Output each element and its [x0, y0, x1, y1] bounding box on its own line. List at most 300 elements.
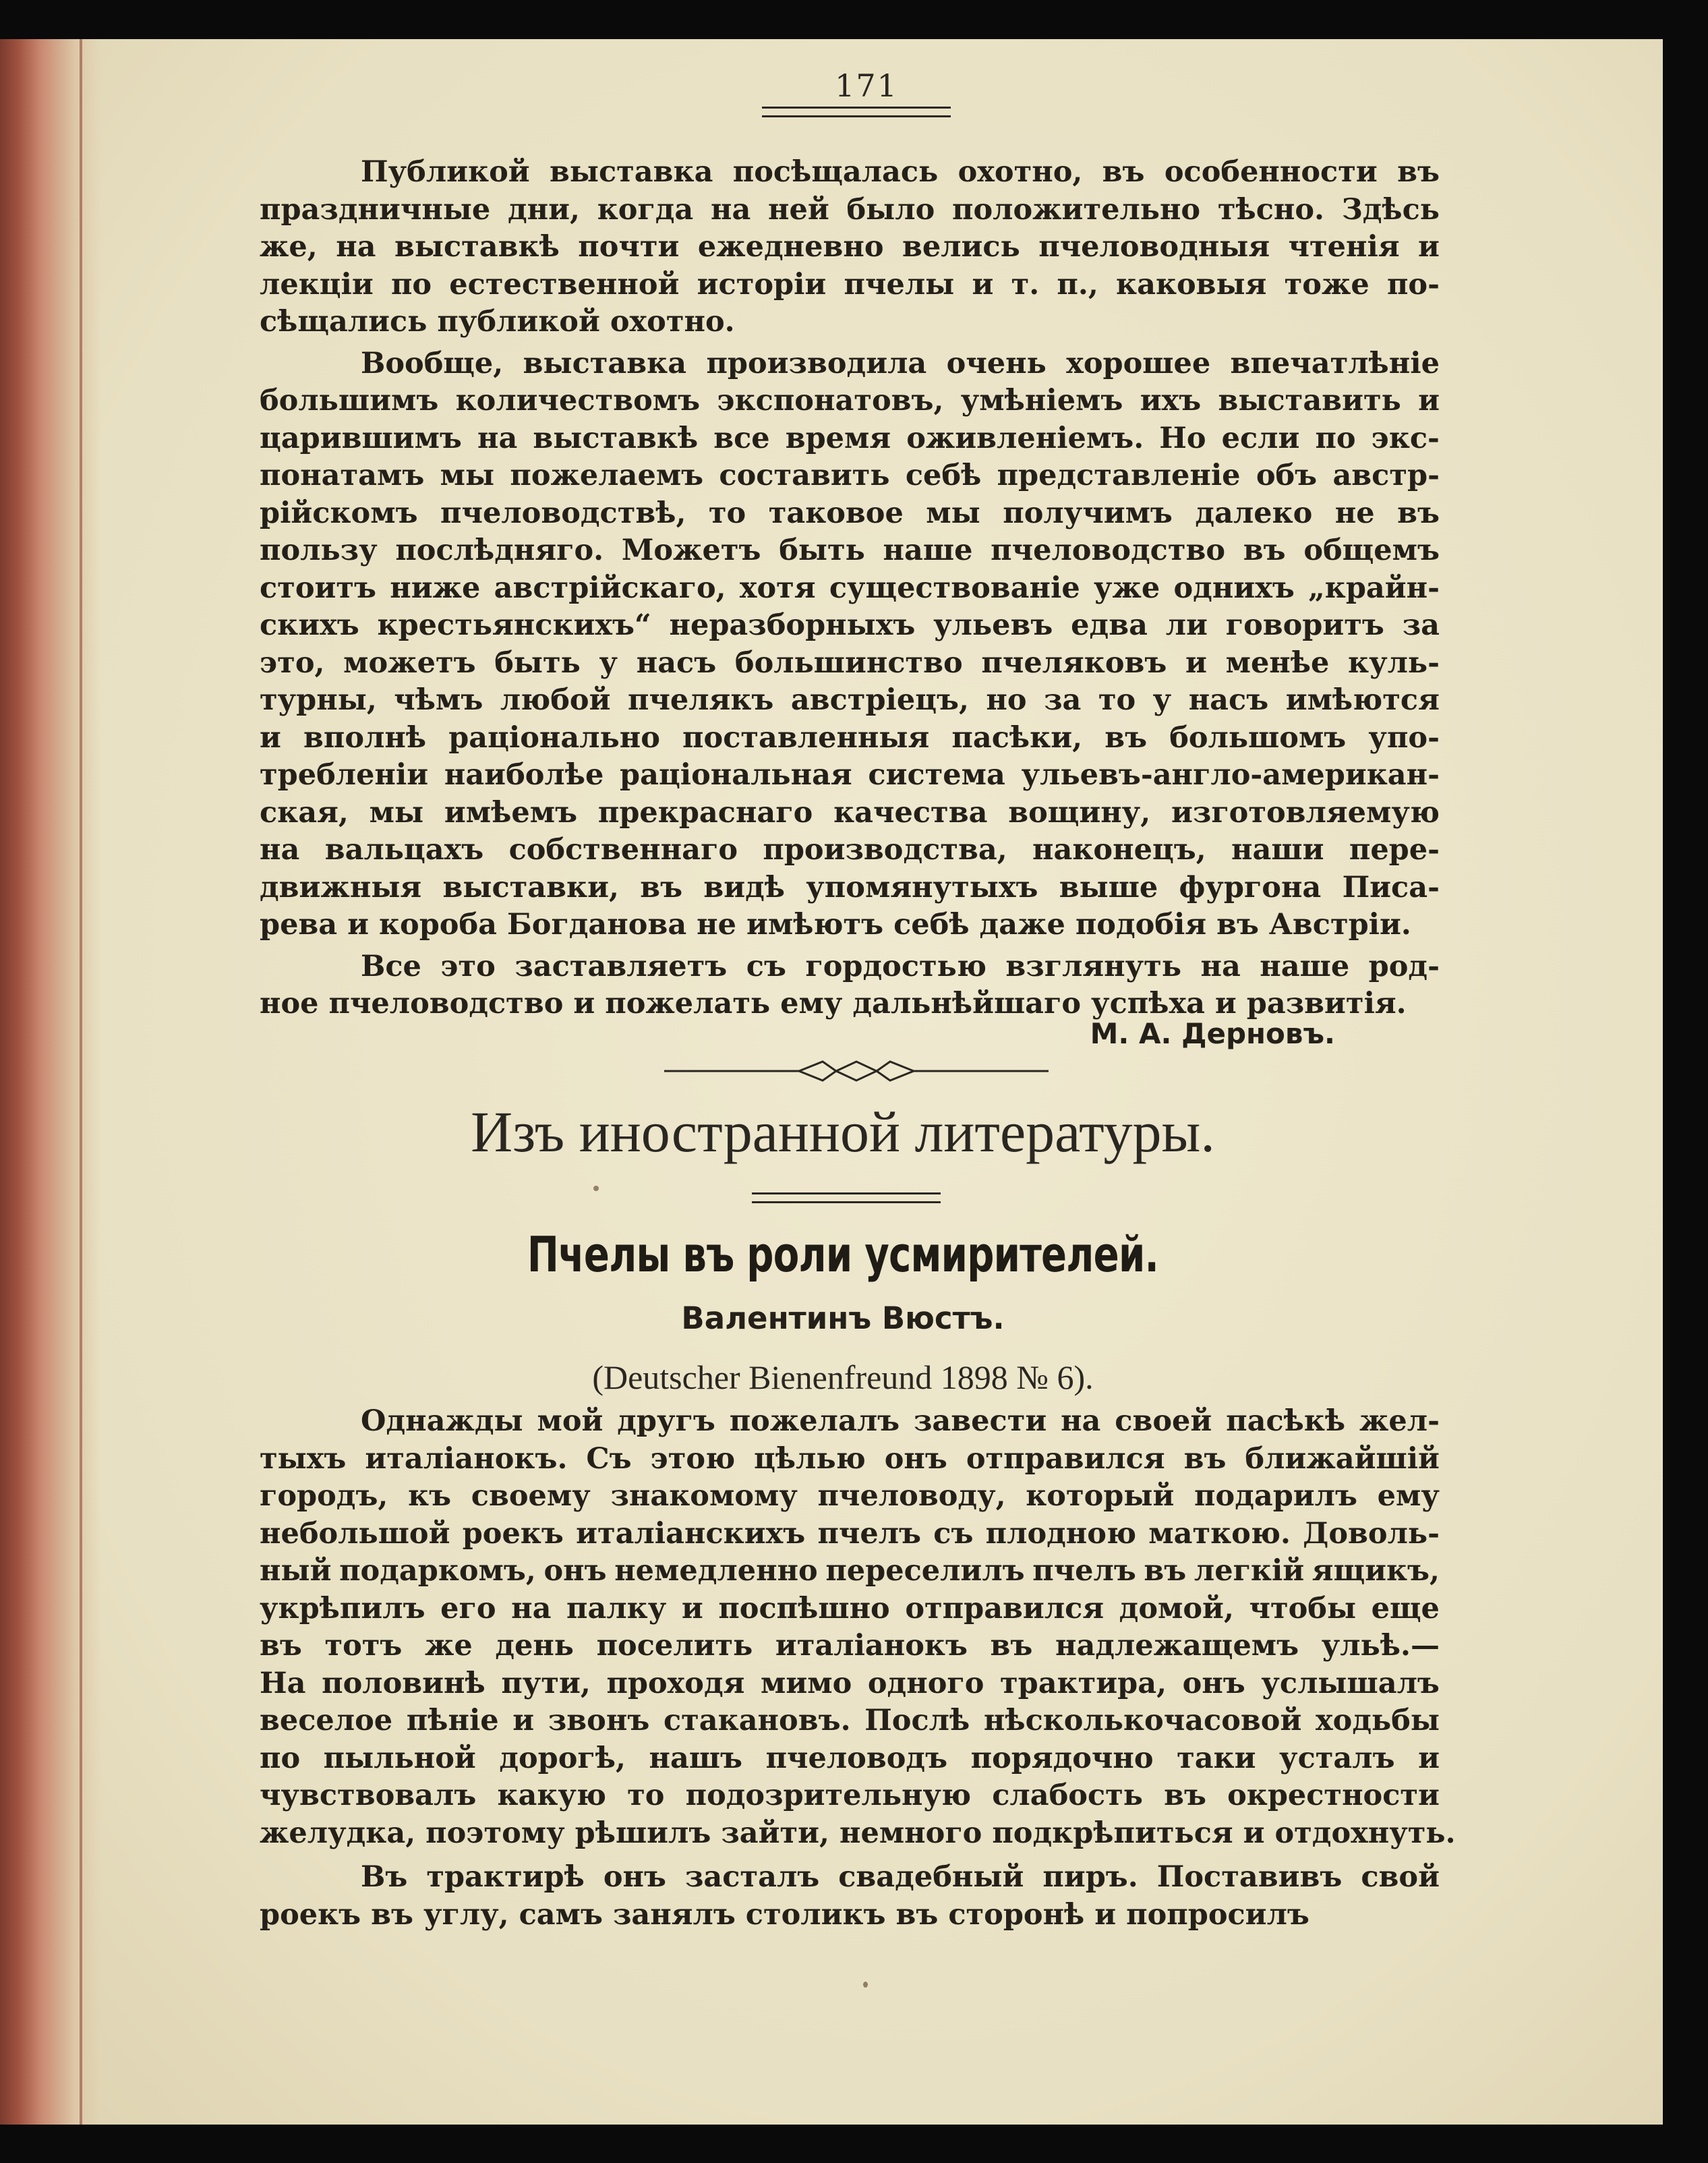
word: наше	[1260, 949, 1350, 983]
word: не	[1334, 496, 1375, 530]
word: и	[1418, 1741, 1440, 1775]
text-line	[260, 1859, 1440, 1897]
word: окрестности	[1227, 1779, 1440, 1812]
word: ульевъ	[933, 608, 1053, 642]
word: то	[627, 1779, 665, 1812]
word: пчеловодствѣ,	[440, 496, 686, 530]
word: упо-	[1368, 720, 1440, 755]
word: Но	[1159, 421, 1206, 455]
word: праздничные	[260, 192, 491, 227]
word: говоритъ	[1225, 608, 1384, 642]
word: пасѣки,	[951, 720, 1083, 755]
word: слабость	[992, 1779, 1143, 1812]
word: имѣются	[1285, 683, 1440, 717]
word: по-	[1386, 267, 1440, 301]
word: за	[1402, 608, 1440, 642]
word: пожелаемъ	[510, 459, 704, 492]
word: городъ,	[260, 1479, 388, 1513]
word: италіанокъ	[775, 1629, 968, 1663]
text-line	[260, 869, 1440, 907]
word: же,	[260, 230, 318, 264]
word: пути,	[501, 1666, 591, 1700]
word: подозрительную	[685, 1779, 972, 1812]
section1-text	[260, 154, 1440, 1023]
word: мы	[369, 795, 424, 830]
word: когда	[597, 192, 694, 227]
word: большомъ	[1169, 720, 1347, 755]
word: требленіи	[260, 758, 429, 792]
paper-speck	[863, 1982, 868, 1988]
word: проходя	[606, 1666, 745, 1700]
word: выставки,	[442, 870, 619, 904]
word: ходьбы	[1316, 1704, 1440, 1737]
word: объ	[1256, 459, 1318, 492]
word: Доволь-	[1303, 1516, 1440, 1551]
word: италіанокъ.	[365, 1441, 568, 1476]
text-line	[260, 382, 1440, 420]
word: движныя	[260, 870, 422, 904]
word: чтенія	[1288, 230, 1400, 264]
word: таковое	[768, 496, 904, 530]
word: упомянутыхъ	[806, 870, 1038, 904]
word: пере-	[1349, 833, 1440, 867]
word: плодною	[985, 1516, 1137, 1551]
text-line	[260, 345, 1440, 383]
word: завести	[913, 1404, 1047, 1438]
word: можетъ	[343, 645, 476, 680]
word: мы	[440, 459, 495, 492]
word: пчеловодныя	[1038, 230, 1270, 264]
word: услышалъ	[1261, 1666, 1440, 1700]
word: и	[1418, 230, 1440, 264]
word: представленіе	[997, 459, 1241, 492]
text-line	[260, 532, 1440, 570]
word: все	[713, 421, 770, 455]
word: Вообще,	[361, 346, 504, 380]
word: себѣ	[905, 459, 982, 492]
article-title: Пчелы въ роли усмирителей.	[527, 1226, 1159, 1283]
word: Съ	[586, 1441, 632, 1476]
word: въ	[1243, 533, 1286, 567]
word: выставка	[549, 155, 713, 189]
word: въ	[1164, 1779, 1206, 1812]
word: понатамъ	[260, 459, 425, 492]
word: Публикой	[361, 155, 530, 189]
word: неразборныхъ	[669, 608, 916, 642]
word: у	[1152, 683, 1172, 717]
word: если	[1221, 421, 1300, 455]
book-page	[0, 39, 1663, 2125]
text-line	[260, 720, 1440, 757]
text-line	[260, 1777, 1440, 1815]
word: ульѣ.—	[1321, 1629, 1440, 1663]
article-source: (Deutscher Bienenfreund 1898 № 6).	[592, 1358, 1094, 1396]
section-title-rule	[752, 1192, 941, 1203]
word: впечатлѣніе	[1230, 346, 1440, 380]
word: Въ	[361, 1860, 408, 1894]
word: послѣдняго.	[395, 533, 604, 567]
text-line	[260, 457, 1440, 495]
word: звонъ	[548, 1704, 650, 1737]
page-number-rule	[762, 107, 951, 117]
word: небольшой	[260, 1516, 450, 1551]
paragraph	[260, 345, 1440, 944]
word: едва	[1071, 608, 1148, 642]
word: чувствовалъ	[260, 1779, 477, 1812]
word: же	[424, 1629, 473, 1663]
word: пчелы	[844, 267, 955, 301]
word: и	[512, 1704, 535, 1737]
word: день	[495, 1629, 574, 1663]
word: на	[511, 1591, 552, 1625]
word: крестьянскихъ“	[377, 608, 651, 642]
word: куль-	[1348, 645, 1440, 680]
word: стакановъ.	[663, 1704, 851, 1737]
word: трактирѣ	[426, 1860, 585, 1894]
word: ская,	[260, 795, 349, 830]
word: выставка	[523, 346, 687, 380]
word: уже	[1093, 571, 1160, 605]
word: изготовляемую	[1171, 795, 1440, 830]
word: получимъ	[1003, 496, 1173, 530]
word: Здѣсь	[1341, 192, 1440, 227]
word: Все	[361, 949, 421, 983]
word: рійскомъ	[260, 496, 418, 530]
word: тѣсно.	[1217, 192, 1324, 227]
word: вполнѣ	[303, 720, 427, 755]
word: съ	[746, 949, 786, 983]
word: таки	[1177, 1741, 1256, 1775]
word: наши	[1231, 833, 1324, 867]
word: ему	[1377, 1479, 1440, 1513]
word: пчелъ	[1032, 1554, 1136, 1588]
word: составить	[719, 459, 890, 492]
word: и	[1185, 645, 1207, 680]
word: на	[477, 421, 518, 455]
word: въ	[1144, 1554, 1187, 1588]
word: какую	[497, 1779, 607, 1812]
word: система	[868, 758, 1005, 792]
word: Поставивъ	[1156, 1860, 1343, 1894]
word: положительно	[951, 192, 1201, 227]
text-line	[260, 229, 1440, 266]
word: укрѣпилъ	[260, 1591, 425, 1625]
word: въ	[640, 870, 683, 904]
word: посѣщалась	[732, 155, 939, 189]
word: знакомому	[610, 1479, 798, 1513]
word: умѣніемъ	[960, 384, 1123, 417]
word: ульевъ-англо-американ-	[1021, 758, 1440, 792]
word: палку	[566, 1591, 667, 1625]
text-line	[260, 1516, 1440, 1553]
text-line	[260, 154, 1440, 192]
text-line: желудка, поэтому рѣшилъ зайти, немного подкрѣпиться и отдохнуть.	[260, 1816, 1456, 1850]
spine-edge	[80, 39, 82, 2125]
text-line	[260, 757, 1440, 795]
text-line	[260, 682, 1440, 720]
word: который	[1026, 1479, 1175, 1513]
word: усталъ	[1279, 1741, 1395, 1775]
word: отправился	[905, 1591, 1105, 1625]
article-author: Валентинъ Вюстъ.	[681, 1300, 1005, 1336]
text-line: роекъ въ углу, самъ занялъ столикъ въ сторонѣ и попросилъ	[260, 1897, 1309, 1932]
word: тоже	[1284, 267, 1370, 301]
word: жел-	[1359, 1404, 1440, 1438]
word: естественной	[449, 267, 680, 301]
word: это,	[260, 645, 325, 680]
word: пожелалъ	[729, 1404, 900, 1438]
word: въ	[1397, 155, 1440, 189]
word: велись	[902, 230, 1020, 264]
word: немедленно	[614, 1554, 818, 1588]
word: ниже	[390, 571, 481, 605]
word: мимо	[761, 1666, 852, 1700]
word: переселилъ	[825, 1554, 1025, 1588]
word: то	[708, 496, 746, 530]
word: тыхъ	[260, 1441, 347, 1476]
word: чѣмъ	[394, 683, 483, 717]
word: менѣе	[1225, 645, 1330, 680]
text-line	[260, 1478, 1440, 1516]
word: гордостью	[805, 949, 986, 983]
word: отправился	[966, 1441, 1165, 1476]
word: и	[681, 1591, 703, 1625]
text-line	[260, 266, 1440, 304]
text-line	[260, 1740, 1440, 1778]
word: пчеловодство	[991, 533, 1226, 567]
word: по	[260, 1741, 301, 1775]
word: это	[440, 949, 496, 983]
word: На	[260, 1666, 306, 1700]
word: дни,	[507, 192, 580, 227]
word: то	[1098, 683, 1136, 717]
word: очень	[946, 346, 1047, 380]
word: Послѣ	[864, 1704, 970, 1737]
word: маткою.	[1148, 1516, 1291, 1551]
word: качества	[833, 795, 988, 830]
word: скихъ	[260, 608, 359, 642]
word: веселое	[260, 1704, 393, 1737]
word: род-	[1368, 949, 1440, 983]
word: на	[1061, 1404, 1101, 1438]
word: выше	[1059, 870, 1158, 904]
word: однихъ	[1173, 571, 1295, 605]
word: большимъ	[260, 384, 439, 417]
word: легкій	[1194, 1554, 1305, 1588]
word: свой	[1361, 1860, 1440, 1894]
word: лекціи	[260, 267, 374, 301]
word: въ	[1102, 155, 1145, 189]
text-line: рева и короба Богданова не имѣютъ себѣ даже подобія въ Австріи.	[260, 908, 1411, 942]
word: исторіи	[697, 267, 827, 301]
word: мой	[537, 1404, 603, 1438]
word: выставкѣ	[533, 421, 699, 455]
word: пчеловоду,	[817, 1479, 1006, 1513]
word: наиболѣе	[444, 758, 604, 792]
word: съ	[933, 1516, 974, 1551]
word: время	[785, 421, 891, 455]
paper-speck	[593, 1186, 599, 1191]
text-line	[260, 1627, 1440, 1665]
word: онъ	[543, 1554, 607, 1588]
text-line	[260, 192, 1440, 229]
signature: М. А. Дерновъ.	[1090, 1017, 1335, 1050]
word: хотя	[739, 571, 816, 605]
word: роекъ	[462, 1516, 564, 1551]
word: подарилъ	[1194, 1479, 1357, 1513]
word: каковыя	[1116, 267, 1267, 301]
book-gutter	[0, 39, 101, 2125]
word: пасѣкѣ	[1226, 1404, 1346, 1438]
text-line: ное пчеловодство и пожелать ему дальнѣйшаго успѣха и развитія.	[260, 987, 1407, 1020]
page-number: 171	[835, 67, 898, 104]
word: поспѣшно	[718, 1591, 890, 1625]
word: на	[260, 833, 300, 867]
word: почти	[578, 230, 680, 264]
word: быть	[494, 645, 581, 680]
word: онъ	[884, 1441, 947, 1476]
word: его	[440, 1591, 496, 1625]
word: половинѣ	[322, 1666, 485, 1700]
text-line	[260, 420, 1440, 458]
text-line	[260, 1665, 1440, 1703]
word: Можетъ	[621, 533, 761, 567]
word: наше	[883, 533, 973, 567]
word: выставить	[1218, 384, 1401, 417]
text-line	[260, 570, 1440, 608]
word: по	[390, 267, 432, 301]
word: въ	[260, 1629, 302, 1663]
paragraph	[260, 1403, 1456, 1852]
text-line	[260, 795, 1440, 832]
section-title: Изъ иностранной литературы.	[471, 1099, 1215, 1164]
word: Однажды	[361, 1404, 523, 1438]
word: онъ	[603, 1860, 666, 1894]
word: экс-	[1371, 421, 1440, 455]
word: дорогѣ,	[499, 1741, 626, 1775]
text-line	[260, 832, 1440, 869]
word: пчелякъ	[627, 683, 774, 717]
word: „крайн-	[1308, 571, 1440, 605]
word: по	[1315, 421, 1356, 455]
word: этою	[650, 1441, 736, 1476]
word: существованіе	[829, 571, 1080, 605]
word: у	[599, 645, 618, 680]
word: чтобы	[1249, 1591, 1357, 1625]
word: австрійскаго,	[494, 571, 726, 605]
word: Писа-	[1342, 870, 1440, 904]
word: раціональная	[620, 758, 852, 792]
word: ли	[1165, 608, 1208, 642]
text-line	[260, 1403, 1440, 1441]
word: производила	[706, 346, 927, 380]
word: на	[711, 192, 751, 227]
paragraph	[260, 948, 1440, 1023]
word: австр-	[1332, 459, 1440, 492]
word: на	[336, 230, 376, 264]
text-line	[260, 645, 1440, 683]
word: своей	[1115, 1404, 1212, 1438]
word: быть	[779, 533, 865, 567]
word: имѣемъ	[444, 795, 578, 830]
word: вощину,	[1008, 795, 1151, 830]
text-line	[260, 1553, 1440, 1590]
text-line	[260, 1441, 1440, 1478]
word: турны,	[260, 683, 377, 717]
word: въ	[1183, 1441, 1227, 1476]
word: и	[1418, 384, 1440, 417]
word: поселить	[596, 1629, 753, 1663]
word: царившимъ	[260, 421, 462, 455]
word: пользу	[260, 533, 378, 567]
word: порядочно	[970, 1741, 1154, 1775]
word: ный	[260, 1554, 332, 1588]
word: особенности	[1164, 155, 1378, 189]
paragraph	[260, 154, 1440, 341]
word: было	[846, 192, 935, 227]
word: за	[1044, 683, 1082, 717]
word: засталъ	[684, 1860, 820, 1894]
text-line	[260, 607, 1440, 645]
word: надлежащемъ	[1055, 1629, 1299, 1663]
word: п.,	[1057, 267, 1098, 301]
word: хорошее	[1066, 346, 1211, 380]
word: другъ	[617, 1404, 715, 1438]
word: мы	[926, 496, 980, 530]
word: наконецъ,	[1032, 833, 1206, 867]
word: заставляетъ	[514, 949, 728, 983]
word: но	[986, 683, 1027, 717]
text-line	[260, 1702, 1440, 1740]
word: италіанскихъ	[576, 1516, 806, 1551]
word: поставленныя	[682, 720, 930, 755]
word: ней	[768, 192, 829, 227]
word: общемъ	[1303, 533, 1440, 567]
word: пчелъ	[817, 1516, 922, 1551]
word: любой	[500, 683, 611, 717]
text-line: сѣщались публикой охотно.	[260, 305, 735, 339]
word: къ	[408, 1479, 452, 1513]
word: насъ	[1188, 683, 1269, 717]
word: насъ	[636, 645, 717, 680]
word: фургона	[1179, 870, 1322, 904]
word: вальцахъ	[324, 833, 484, 867]
word: нашъ	[649, 1741, 743, 1775]
word: и	[972, 267, 994, 301]
word: на	[1200, 949, 1241, 983]
word: въ	[1397, 496, 1440, 530]
text-line	[260, 495, 1440, 533]
article-text	[260, 1403, 1456, 1934]
word: въ	[1105, 720, 1148, 755]
word: нѣсколькочасовой	[983, 1704, 1302, 1737]
word: подаркомъ,	[339, 1554, 536, 1588]
word: взглянуть	[1005, 949, 1182, 983]
word: большинство	[734, 645, 963, 680]
word: еще	[1371, 1591, 1440, 1625]
word: т.	[1011, 267, 1040, 301]
word: пчеловодъ	[765, 1741, 948, 1775]
word: одного	[867, 1666, 984, 1700]
word: оживленіемъ.	[906, 421, 1144, 455]
word: въ	[990, 1629, 1033, 1663]
word: пѣніе	[406, 1704, 499, 1737]
word: домой,	[1119, 1591, 1234, 1625]
word: далеко	[1195, 496, 1313, 530]
word: трактира,	[1000, 1666, 1167, 1700]
word: пиръ.	[1042, 1860, 1138, 1894]
word: ихъ	[1140, 384, 1202, 417]
